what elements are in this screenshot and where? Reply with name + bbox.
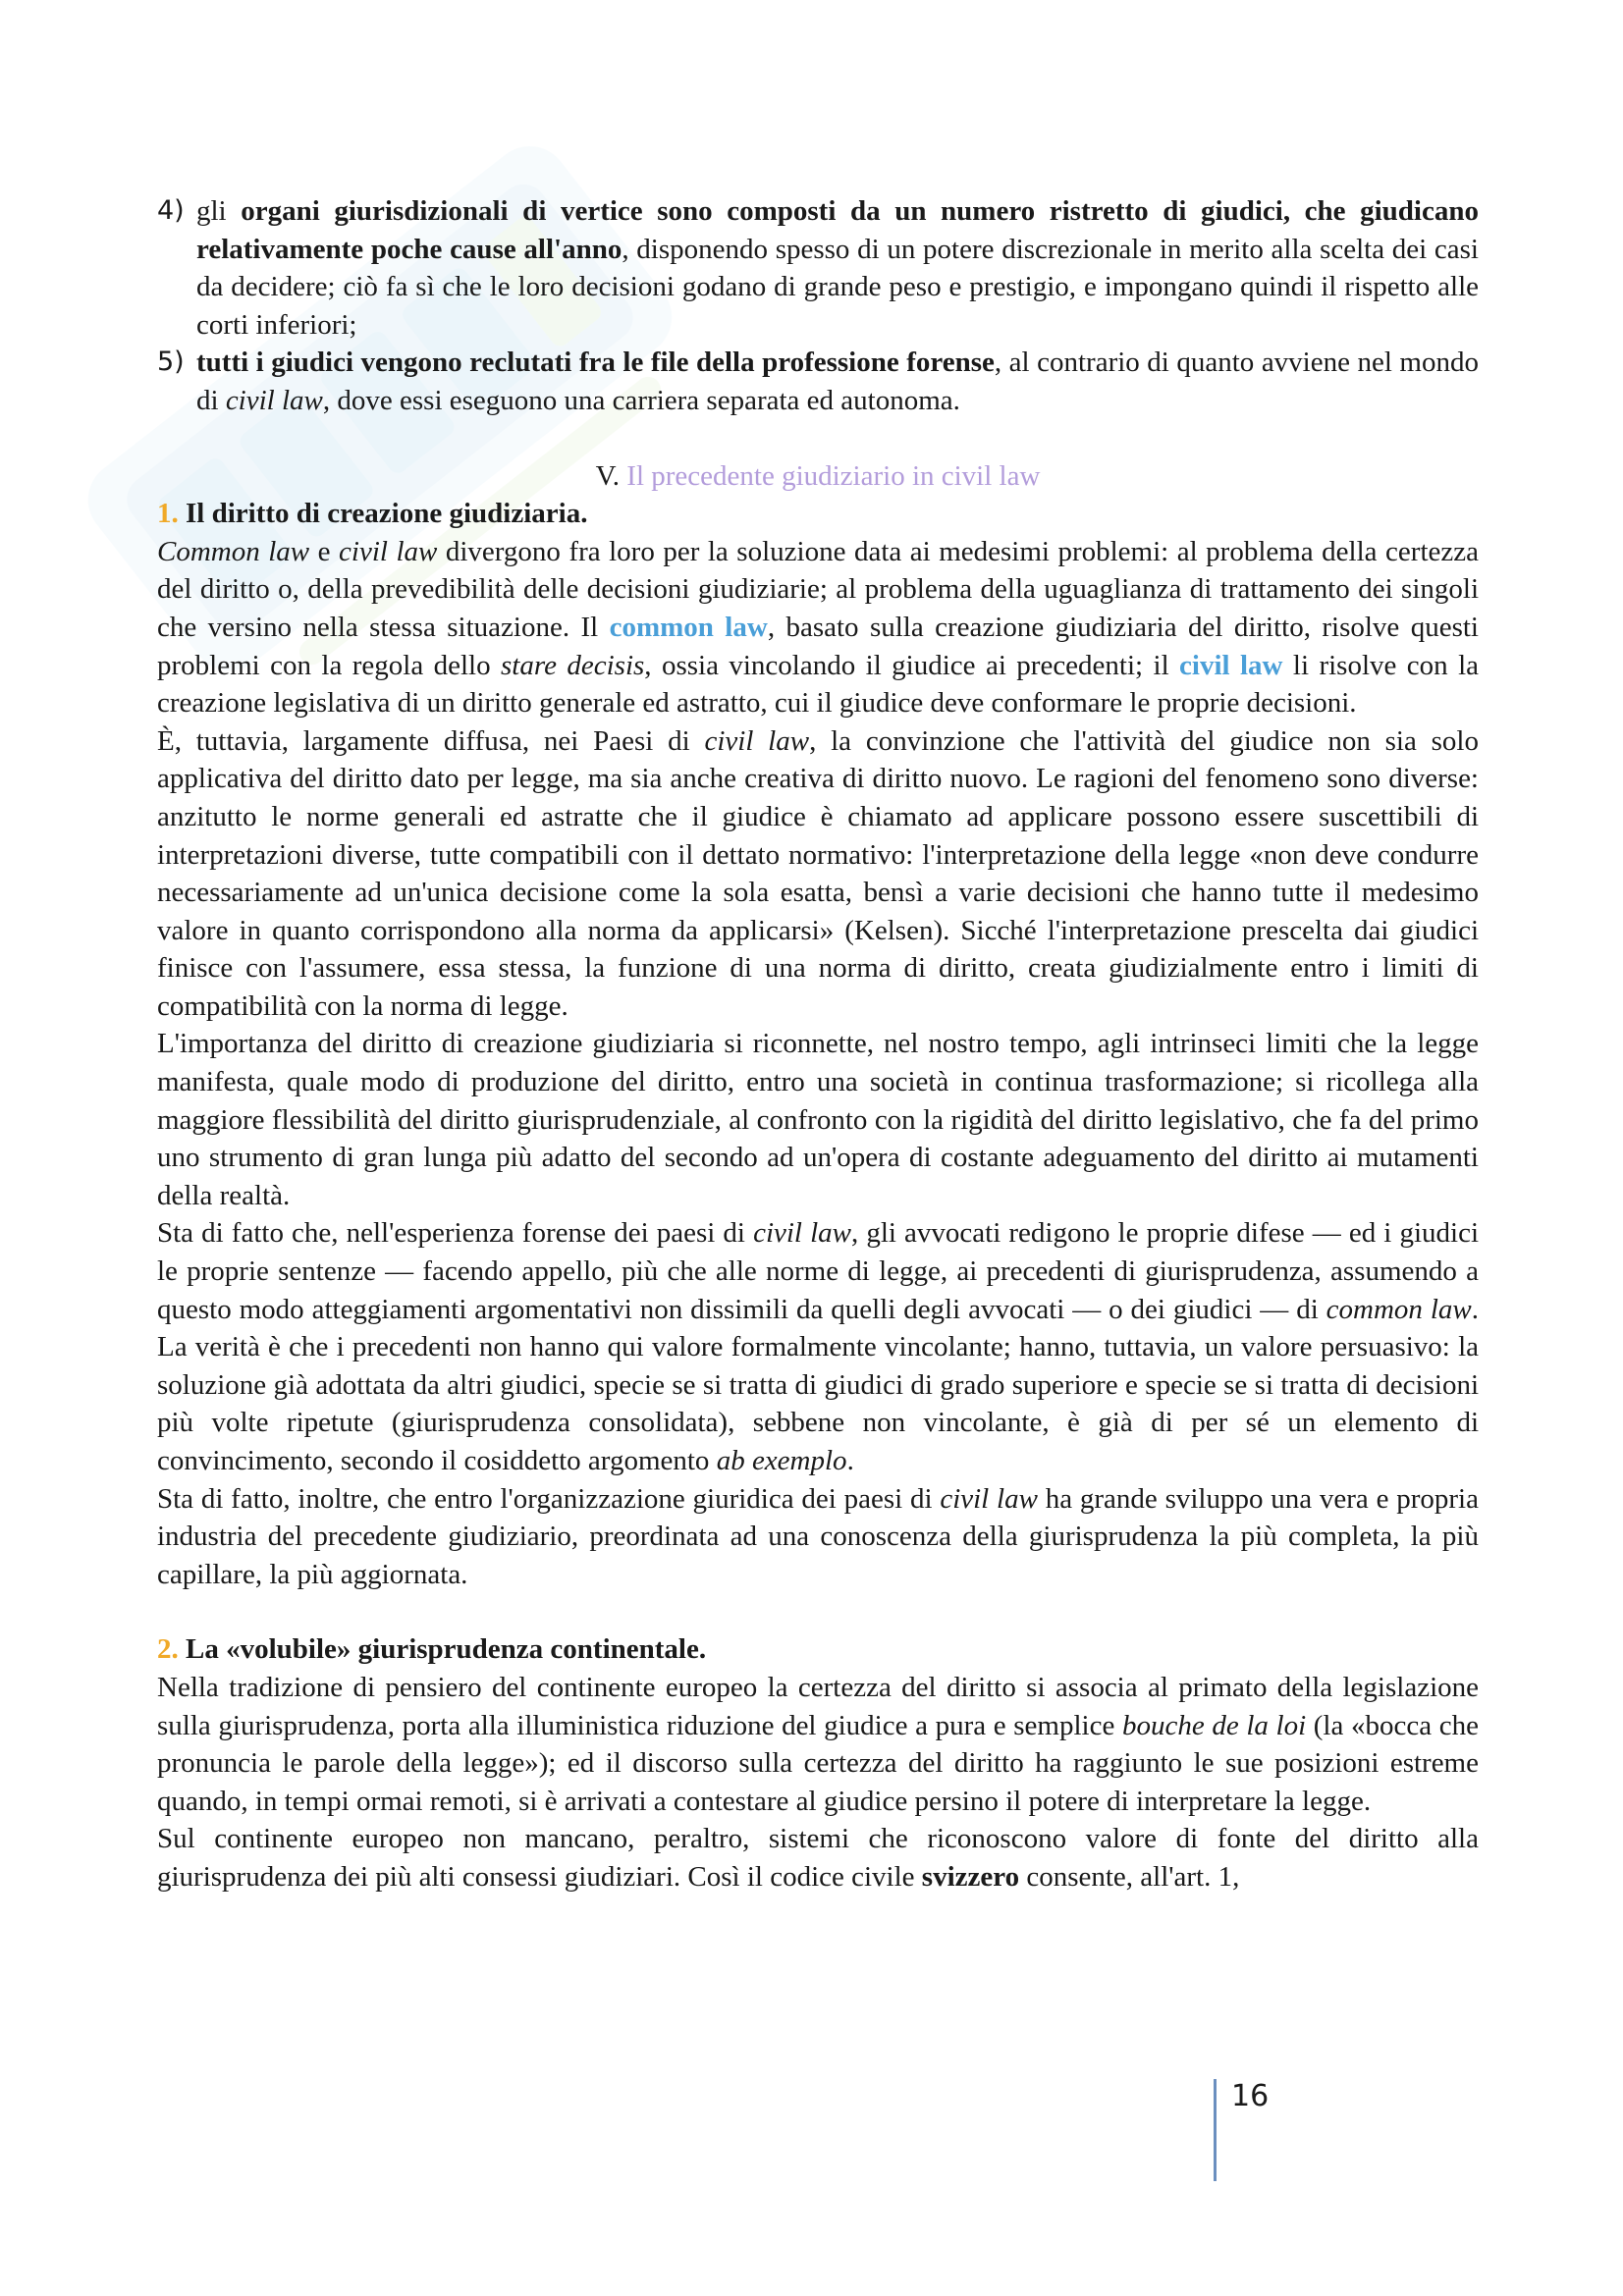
- section-title: Il diritto di creazione giudiziaria.: [186, 498, 588, 530]
- text-run: , la convinzione che l'attività del giudice non sia solo applicativa del diritto dato per legge, ma sia anche creativa di diritto nuovo. Le ragioni del fenomeno sono diverse: anzitutto le norme generali ed astratte che il giudice è chiamato ad applicare possono essere suscettibili di interpretazioni diverse, tutte compatibili con il dettato normativo: l'interpretazione della legge «non deve condurre necessariamente ad un'unica decisione come la sola esatta, bensì a varie decisioni che hanno tutte il medesimo valore in quanto corrispondono alla norma da applicarsi» (Kelsen). Sicché l'interpretazione prescelta dai giudici finisce con l'assumere, essa stessa, la funzione di una norma di diritto, creata giudizialmente entro i limiti di compatibilità con la norma di legge.: [157, 724, 1479, 1022]
- paragraph: [157, 1214, 1479, 1479]
- numbered-list: [157, 192, 1479, 420]
- italic-text: civil law: [704, 724, 810, 757]
- page-number: 16: [1231, 2079, 1270, 2113]
- italic-text: bouche de la loi: [1121, 1709, 1307, 1741]
- text-run: e: [309, 535, 340, 567]
- text-run: (la «bocca che pronuncia le parole della legge»); ed il discorso sulla certezza del diritto ha raggiunto le sue posizioni estreme quando, in tempi ormai remoti, si è arrivati a contestare al giudice persino il potere di interpretare la legge.: [157, 1709, 1479, 1817]
- list-number: 4): [157, 195, 185, 226]
- highlighted-term: civil law: [1179, 649, 1283, 681]
- text-run: Nella tradizione di pensiero del continente europeo la certezza del diritto si associa al primato della legislazione sulla giurisprudenza, porta alla illuministica riduzione del giudice a pura e semplice: [157, 1671, 1479, 1741]
- text-run: . La verità è che i precedenti non hanno qui valore formalmente vincolante; hanno, tuttavia, un valore persuasivo: la soluzione già adottata da altri giudici, specie se si tratta di giudici di grado superiore e specie se si tratta di decisioni più volte ripetute (giurisprudenza consolidata), sebbene non vincolante, è già di per sé un elemento di convincimento, secondo il cosiddetto argomento: [157, 1293, 1479, 1476]
- text-run: , dove essi eseguono una carriera separata ed autonoma.: [322, 384, 960, 416]
- page-body: [157, 192, 1479, 1896]
- section-title: La «volubile» giurisprudenza continentale.: [186, 1633, 707, 1666]
- italic-text: civil law: [753, 1217, 851, 1250]
- text-run: È, tuttavia, largamente diffusa, nei Paesi di: [157, 724, 705, 757]
- section-number: 1.: [157, 498, 179, 530]
- text-run: Sul continente europeo non mancano, peraltro, sistemi che riconoscono valore di fonte del diritto alla giurisprudenza dei più alti consessi giudiziari. Così il codice civile: [157, 1823, 1479, 1893]
- list-item: [157, 344, 1479, 419]
- italic-text: common law: [1325, 1293, 1472, 1325]
- bold-text: organi giurisdizionali di vertice sono composti da un numero ristretto di giudici, che giudicano relativamente poche cause all'anno: [196, 195, 1479, 265]
- text-run: , ossia vincolando il giudice ai precedenti; il: [644, 649, 1180, 681]
- italic-text: stare decisis: [501, 649, 645, 681]
- text-run: divergono fra loro per la soluzione data ai medesimi problemi: al problema della certezza del diritto o, della prevedibilità delle decisioni giudiziarie; al problema della uguaglianza di trattamento dei singoli che versino nella stessa situazione. Il: [157, 535, 1479, 643]
- section-heading: [157, 1630, 1479, 1669]
- italic-text: Common law: [157, 535, 310, 567]
- italic-text: civil law: [339, 535, 438, 567]
- section-number: 2.: [157, 1633, 179, 1666]
- list-item: [157, 192, 1479, 344]
- text-run: , basato sulla creazione giudiziaria del diritto, risolve questi problemi con la regola dello: [157, 611, 1479, 681]
- paragraph: [157, 722, 1479, 1026]
- text-run: , gli avvocati redigono le proprie difese — ed i giudici le proprie sentenze — facendo appello, più che alle norme di legge, ai precedenti di giurisprudenza, assumendo a questo modo atteggiamenti argomentativi non dissimili da quelli degli avvocati — o dei giudici — di: [157, 1217, 1479, 1325]
- text-run: li risolve con la creazione legislativa di un diritto generale ed astratto, cui il giudice deve conformare le proprie decisioni.: [157, 649, 1480, 720]
- text-run: ha grande sviluppo una vera e propria industria del precedente giudiziario, preordinata ad una conoscenza della giurisprudenza la più completa, la più capillare, la più aggiornata.: [157, 1482, 1479, 1590]
- text-run: gli: [196, 195, 242, 227]
- highlighted-term: common law: [609, 611, 768, 643]
- text-run: .: [846, 1445, 854, 1476]
- text-run: Sta di fatto che, nell'esperienza forense dei paesi di: [157, 1217, 754, 1250]
- italic-text: ab exemplo: [716, 1445, 847, 1476]
- text-run: , al contrario di quanto avviene nel mondo di: [196, 347, 1479, 416]
- chapter-heading: [157, 457, 1479, 496]
- chapter-number: V.: [595, 459, 621, 492]
- list-number: 5): [157, 347, 185, 378]
- footer-divider: [1214, 2079, 1217, 2181]
- paragraph: [157, 533, 1479, 722]
- spacer: [157, 1593, 1479, 1630]
- text-run: Sta di fatto, inoltre, che entro l'organizzazione giuridica dei paesi di: [157, 1482, 941, 1515]
- paragraph: [157, 1820, 1479, 1896]
- section-heading: [157, 495, 1479, 533]
- text-run: consente, all'art. 1,: [1019, 1860, 1240, 1893]
- paragraph: [157, 1669, 1479, 1820]
- bold-text: svizzero: [921, 1860, 1020, 1893]
- italic-text: civil law: [225, 384, 323, 416]
- italic-text: civil law: [940, 1482, 1038, 1515]
- bold-text: tutti i giudici vengono reclutati fra le file della professione forense: [196, 347, 995, 379]
- paragraph: L'importanza del diritto di creazione giudiziaria si riconnette, nel nostro tempo, agli intrinseci limiti che la legge manifesta, quale modo di produzione del diritto, entro una società in continua trasformazione; si ricollega alla maggiore flessibilità del diritto giurisprudenziale, al confronto con la rigidità del diritto legislativo, che fa del primo uno strumento di gran lunga più adatto del secondo ad un'opera di costante adeguamento del diritto ai mutamenti della realtà.: [157, 1028, 1479, 1211]
- paragraph: [157, 1480, 1479, 1594]
- text-run: , disponendo spesso di un potere discrezionale in merito alla scelta dei casi da decidere; ciò fa sì che le loro decisioni godano di grande peso e prestigio, e impongano quindi il rispetto alle corti inferiori;: [196, 233, 1479, 341]
- chapter-title: Il precedente giudiziario in civil law: [626, 459, 1041, 492]
